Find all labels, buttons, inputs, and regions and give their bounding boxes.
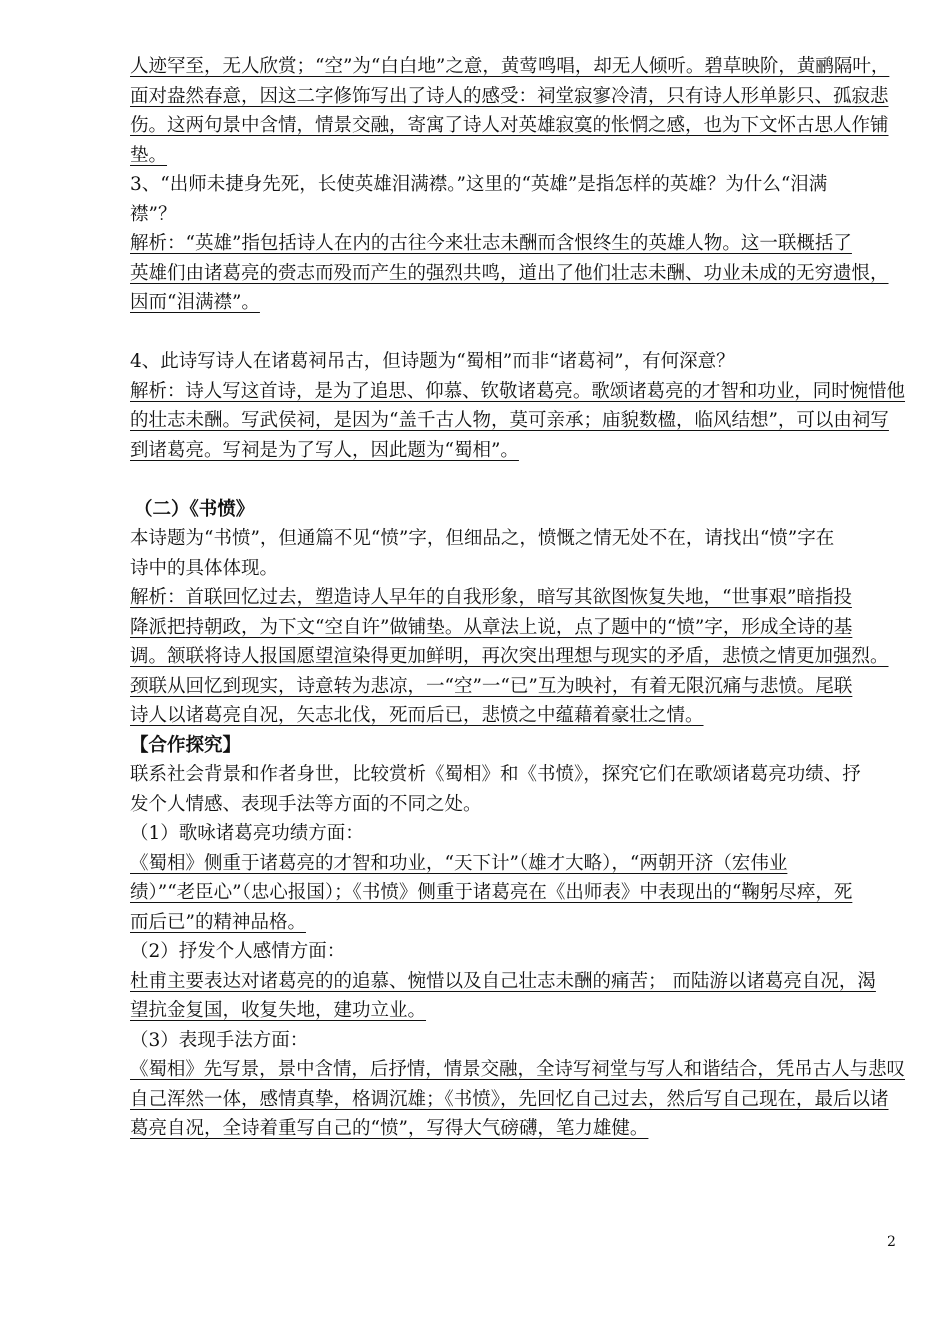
answer-line: 调。颔联将诗人报国愿望渲染得更加鲜明，再次突出理想与现实的矛盾，悲愤之情更加强烈。: [130, 646, 889, 667]
answer-line: 诗人以诸葛亮自况，矢志北伐，死而后已，悲愤之中蕴藉着豪壮之情。: [130, 705, 704, 726]
question-line: 本诗题为“书愤”，但通篇不见“愤”字，但细品之，愤慨之情无处不在，请找出“愤”字在: [130, 528, 835, 549]
question-4: 4、此诗写诗人在诸葛祠吊古，但诗题为“蜀相”而非“诸葛祠”，有何深意？: [130, 351, 735, 372]
page-number: 2: [887, 1234, 896, 1250]
answer-line: 因而“泪满襟”。: [130, 292, 260, 313]
question-3-cont: 襟”？: [130, 203, 177, 225]
section-heading: （二）《书愤》: [134, 498, 255, 520]
answer-line: 杜甫主要表达对诸葛亮的的追慕、惋惜以及自己壮志未酬的痛苦； 而陆游以诸葛亮自况，渴: [130, 970, 876, 992]
answer-line: 英雄们由诸葛亮的赍志而殁而产生的强烈共鸣，道出了他们壮志未酬、功业未成的无穷遗恨，: [130, 262, 889, 284]
text-line: 伤。这两句景中含情，情景交融，寄寓了诗人对英雄寂寞的怅惘之感，也为下文怀古思人作铺: [130, 115, 889, 136]
spacer: [130, 318, 905, 348]
answer-line: 《蜀相》侧重于诸葛亮的才智和功业，“天下计”（雄才大略），“两朝开济（宏伟业: [130, 852, 788, 874]
subheading-1: （1）歌咏诸葛亮功绩方面：: [130, 823, 364, 844]
answer-line: 解析：首联回忆过去，塑造诗人早年的自我形象，暗写其欲图恢复失地，“世事艰”暗指投: [130, 587, 852, 608]
answer-line: 到诸葛亮。写祠是为了写人，因此题为“蜀相”。: [130, 439, 519, 461]
text-line: 面对盎然春意，因这二字修饰写出了诗人的感受：祠堂寂寥冷清，只有诗人形单影只、孤寂悲: [130, 85, 889, 107]
text-line: 人迹罕至，无人欣赏；“空”为“白白地”之意，黄莺鸣唱，却无人倾听。碧草映阶，黄鹂隔叶，: [130, 56, 890, 77]
answer-line: 降派把持朝政，为下文“空自许”做铺垫。从章法上说，点了题中的“愤”字，形成全诗的基: [130, 616, 853, 638]
answer-line: 《蜀相》先写景，景中含情，后抒情，情景交融，全诗写祠堂与写人和谐结合，凭吊古人与悲叹: [130, 1059, 906, 1080]
answer-line: 葛亮自况，全诗着重写自己的“愤”，写得大气磅礴，笔力雄健。: [130, 1118, 649, 1139]
question-line: 诗中的具体体现。: [130, 557, 279, 579]
subheading-3: （3）表现手法方面：: [130, 1029, 309, 1051]
answer-line: 解析：诗人写这首诗，是为了追思、仰慕、钦敬诸葛亮。歌颂诸葛亮的才智和功业，同时惋惜他: [130, 380, 906, 402]
document-body: [130, 52, 905, 1144]
answer-line: 颈联从回忆到现实，诗意转为悲凉，一“空”一“已”互为映衬，有着无限沉痛与悲愤。尾联: [130, 675, 853, 697]
section-heading-cooperation: 【合作探究】: [130, 734, 242, 756]
answer-line: 而后已”的精神品格。: [130, 911, 306, 933]
answer-line: 绩）”“老臣心”（忠心报国）；《书愤》侧重于诸葛亮在《出师表》中表现出的“鞠躬尽瘁，死: [130, 882, 853, 903]
answer-line: 解析：“英雄”指包括诗人在内的古往今来壮志未酬而含恨终生的英雄人物。这一联概括了: [130, 233, 852, 254]
question-3: 3、“出师未捷身先死，长使英雄泪满襟。”这里的“英雄”是指怎样的英雄？为什么“泪满: [130, 174, 828, 195]
answer-line: 的壮志未酬。写武侯祠，是因为“盖千古人物，莫可亲承；庙貌数楹，临风结想”，可以由祠写: [130, 410, 889, 431]
answer-line: 自己浑然一体，感情真挚，格调沉雄；《书愤》，先回忆自己过去，然后写自己现在，最后以诸: [130, 1088, 889, 1110]
text-line: 垫。: [130, 144, 168, 166]
prompt-line: 发个人情感、表现手法等方面的不同之处。: [130, 793, 482, 815]
subheading-2: （2）抒发个人感情方面：: [130, 941, 346, 962]
answer-line: 望抗金复国，收复失地，建功立业。: [130, 1000, 427, 1021]
spacer: [130, 465, 905, 495]
prompt-line: 联系社会背景和作者身世，比较赏析《蜀相》和《书愤》，探究它们在歌颂诸葛亮功绩、抒: [130, 764, 861, 785]
